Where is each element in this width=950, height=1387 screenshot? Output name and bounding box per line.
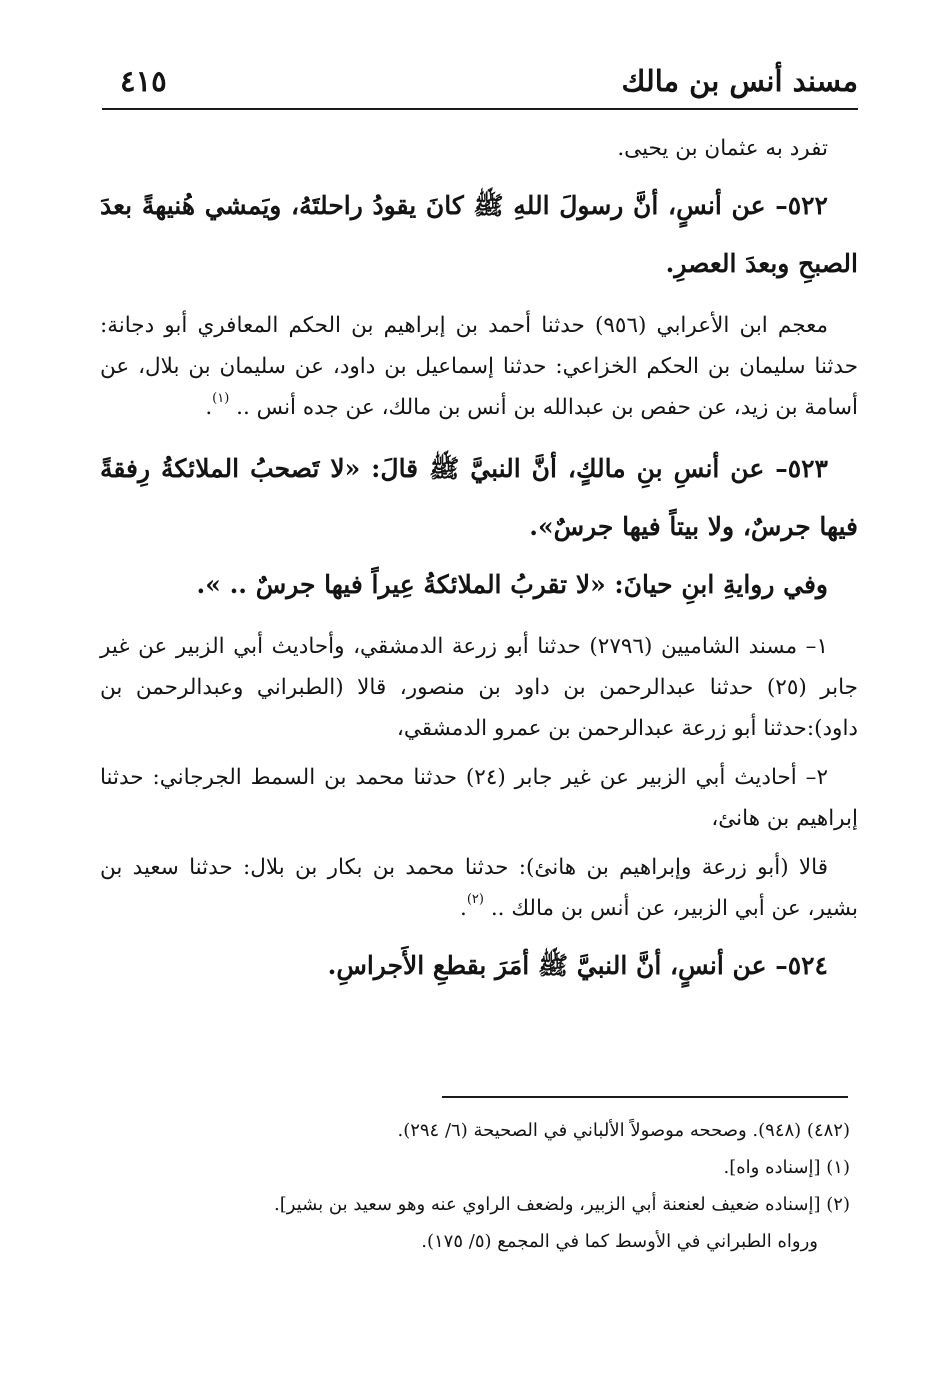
source-523-part3-text: قالا (أبو زرعة وإبراهيم بن هانئ): حدثنا محمد بن بكار بن بلال: حدثنا سعيد بن بشير، عن أبي الزبير، عن أنس بن مالك .. [100, 855, 858, 921]
footnote-ref-2[interactable]: (٢) [466, 892, 484, 907]
source-523-part3 [100, 847, 858, 929]
page-number: ٤١٥ [120, 64, 167, 98]
source-523-part1: ١– مسند الشاميين (٢٧٩٦) حدثنا أبو زرعة الدمشقي، وأحاديث أبي الزبير عن غير جابر (٢٥) حدثنا عبدالرحمن بن داود بن منصور، قالا (الطبراني وعبدالرحمن بن داود):حدثنا أبو زرعة عبدالرحمن بن عمرو الدمشقي، [100, 634, 858, 741]
source-523-part2: ٢– أحاديث أبي الزبير عن غير جابر (٢٤) حدثنا محمد بن السمط الجرجاني: حدثنا إبراهيم بن هانئ، [100, 765, 858, 831]
paragraph-note-tafarrud: تفرد به عثمان بن يحيى. [617, 136, 828, 161]
footnotes [100, 1112, 850, 1260]
footnote-2: (٢) [إسناده ضعيف لعنعنة أبي الزبير، ولضعف الراوي عنه وهو سعيد بن بشير]. [273, 1194, 850, 1215]
source-523-part3-end: . [459, 896, 467, 921]
footnote-hadith-482: (٤٨٢) (٩٤٨). وصححه موصولاً الألباني في الصحيحة (٦/ ٢٩٤). [397, 1120, 850, 1141]
footnote-ref-1[interactable]: (١) [212, 391, 230, 406]
source-522 [100, 305, 858, 428]
source-522-text: معجم ابن الأعرابي (٩٥٦) حدثنا أحمد بن إبراهيم بن الحكم المعافري أبو دجانة: حدثنا سليمان بن الحكم الخزاعي: حدثنا إسماعيل بن داود، عن سليمان بن بلال، عن أسامة بن زيد، عن حفص بن عبدالله بن أنس بن مالك، عن جده أنس .. [100, 313, 858, 420]
page-header [102, 60, 858, 110]
hadith-522: ٥٢٢– عن أنسٍ، أنَّ رسولَ اللهِ ﷺ كانَ يقودُ راحلتَهُ، ويَمشي هُنيهةً بعدَ الصبحِ وبعدَ العصرِ. [100, 191, 858, 278]
source-522-end: . [205, 395, 213, 420]
hadith-523: ٥٢٣– عن أنسِ بنِ مالكٍ، أنَّ النبيَّ ﷺ قالَ: «لا تَصحبُ الملائكةُ رِفقةً فيها جرسٌ، ولا بيتاً فيها جرسٌ». [100, 454, 858, 541]
footnote-separator [442, 1096, 848, 1098]
running-title: مسند أنس بن مالك [621, 64, 858, 98]
main-text [100, 128, 858, 995]
footnote-2-continuation: ورواه الطبراني في الأوسط كما في المجمع (٥/ ١٧٥). [421, 1231, 818, 1252]
hadith-523-variant: وفي روايةِ ابنِ حيانَ: «لا تقربُ الملائكةُ عِيراً فيها جرسٌ .. ». [196, 570, 828, 599]
hadith-524: ٥٢٤– عن أنسٍ، أنَّ النبيَّ ﷺ أمَرَ بقطعِ الأَجراسِ. [327, 951, 828, 980]
footnote-1: (١) [إسناده واه]. [723, 1157, 850, 1178]
